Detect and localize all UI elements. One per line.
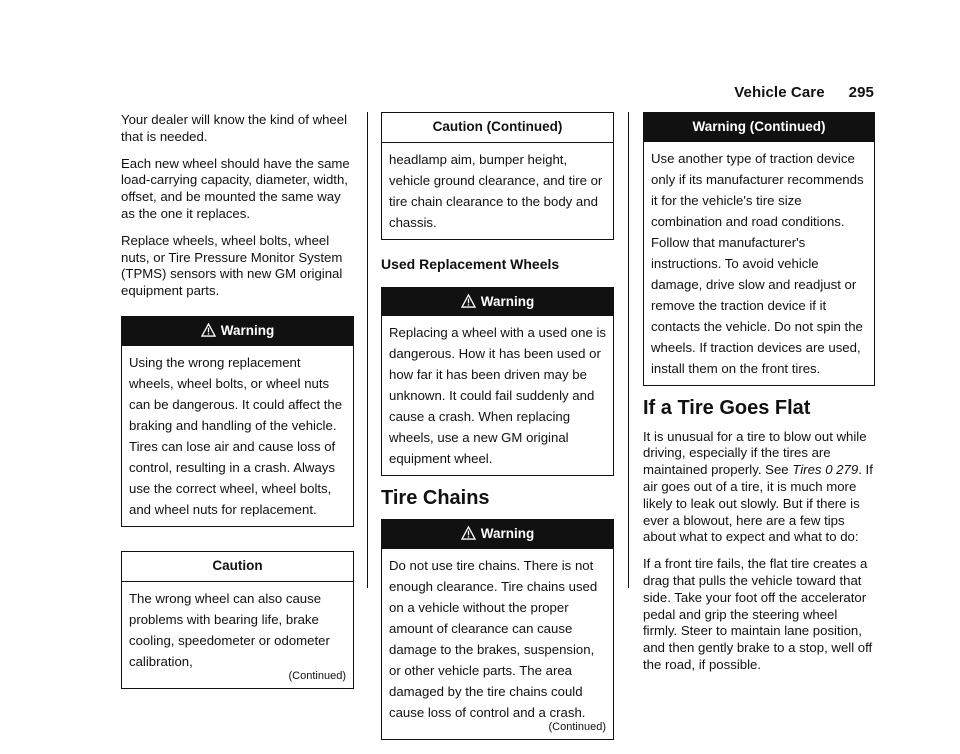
caution-body xyxy=(122,582,353,688)
column-1 xyxy=(121,112,354,703)
flat-tire-heading: If a Tire Goes Flat xyxy=(643,396,811,419)
warning-box xyxy=(381,287,614,477)
warning-continued-text: Use another type of traction device only if its manufacturer recommends it for the vehicle's tire size combination and road conditions. Follow that manufacturer's instructions. To avoid vehicle damage, drive slow and readjust or remove the traction device if it contacts the vehicle. Do not spin the wheels. If traction devices are used, install them on the front tires. xyxy=(651,150,864,376)
warning-triangle-icon xyxy=(461,294,476,308)
column-divider xyxy=(628,112,629,588)
caution-box xyxy=(121,551,354,689)
caution-header: Caution xyxy=(122,552,353,582)
warning-title: Warning xyxy=(480,293,535,309)
warning-triangle-icon xyxy=(461,526,476,540)
paragraph xyxy=(643,429,875,547)
page-reference[interactable]: 0 279 xyxy=(825,462,859,478)
warning-header xyxy=(382,520,613,549)
warning-continued-header: Warning (Continued) xyxy=(644,113,874,142)
warning-text: Replacing a wheel with a used one is dangerous. How it has been used or how far it has been driven may be unknown. It could fail suddenly and cause a crash. When replacing wheels, use a new GM original equipment wheel. xyxy=(389,325,606,467)
column-divider xyxy=(367,112,368,588)
warning-header xyxy=(122,317,353,346)
column-3 xyxy=(643,112,875,684)
warning-box xyxy=(381,519,614,740)
warning-triangle-icon xyxy=(201,323,216,337)
page-number: 295 xyxy=(848,84,874,101)
warning-title: Warning xyxy=(220,322,275,338)
warning-header xyxy=(382,288,613,317)
warning-title: Warning xyxy=(480,526,535,542)
column-2 xyxy=(381,112,614,754)
caution-text: The wrong wheel can also cause problems with bearing life, brake cooling, speedometer or odometer calibration, xyxy=(129,590,330,669)
paragraph: Each new wheel should have the same load-carrying capacity, diameter, width, offset, and be mounted the same way as the one it replaces. xyxy=(121,155,350,221)
continued-label: (Continued) xyxy=(548,720,606,733)
cross-reference-link[interactable]: Tires xyxy=(792,462,822,478)
text-run: . If air goes out of a tire, it is much more likely to leak out slowly. But if there is ever a blowout, here are a few tips about what to expect and what to do: xyxy=(643,462,873,545)
page-header xyxy=(734,84,874,101)
caution-continued-text: headlamp aim, bumper height, vehicle ground clearance, and tire or tire chain clearance to the body and chassis. xyxy=(389,151,603,230)
tire-chains-heading: Tire Chains xyxy=(381,487,490,510)
used-wheels-heading: Used Replacement Wheels xyxy=(381,255,560,272)
paragraph: Replace wheels, wheel bolts, wheel nuts, or Tire Pressure Monitor System (TPMS) sensors with new GM original equipment parts. xyxy=(121,232,343,299)
warning-continued-box xyxy=(643,112,875,386)
paragraph: If a front tire fails, the flat tire creates a drag that pulls the vehicle toward that side. Take your foot off the accelerator pedal and grip the steering wheel firmly. Steer to maintain lane position, and then gently brake to a stop, well off the road, if possible. xyxy=(643,556,873,672)
continued-label: (Continued) xyxy=(288,669,346,682)
text-run: It is unusual for a tire to blow out while driving, especially if the tires are maintained properly. See xyxy=(643,428,867,478)
warning-box xyxy=(121,316,354,527)
caution-continued-box xyxy=(381,112,614,240)
warning-body xyxy=(382,549,613,739)
warning-text: Using the wrong replacement wheels, wheel bolts, or wheel nuts can be dangerous. It could affect the braking and handling of the vehicle. Tires can lose air and cause loss of control, resulting in a crash. Always use the correct wheel, wheel bolts, and wheel nuts for replacement. xyxy=(129,354,343,517)
caution-continued-header: Caution (Continued) xyxy=(382,113,613,143)
warning-text: Do not use tire chains. There is not enough clearance. Tire chains used on a vehicle without the proper amount of clearance can cause damage to the brakes, suspension, or other vehicle parts. The area damaged by the tire chains could cause loss of control and a crash. xyxy=(389,557,598,720)
section-title: Vehicle Care xyxy=(734,84,825,101)
paragraph: Your dealer will know the kind of wheel that is needed. xyxy=(121,112,348,144)
